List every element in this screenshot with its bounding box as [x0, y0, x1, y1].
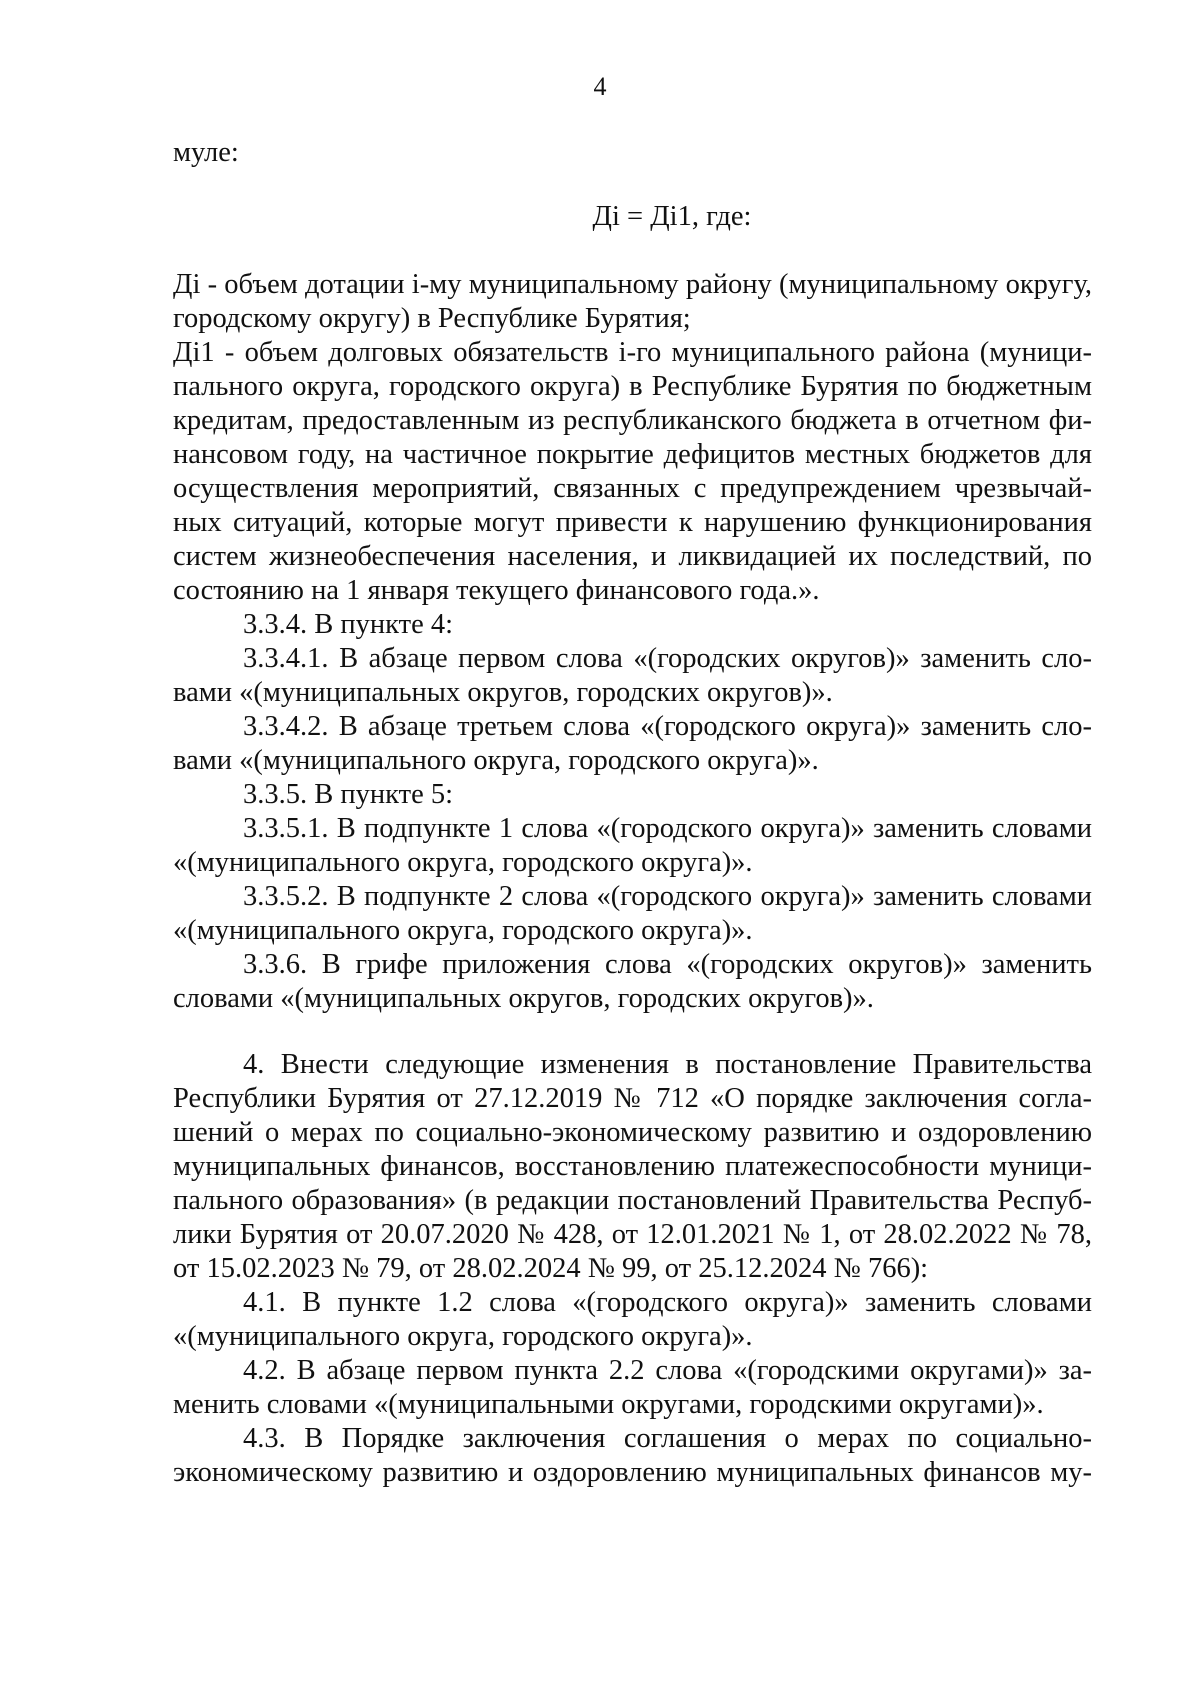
text-line: 3.3.4. В пункте 4: — [243, 609, 454, 640]
text-line: ных ситуаций, которые могут привести к нарушению функционирования — [173, 507, 1092, 538]
text-line: состоянию на 1 января текущего финансового года.». — [173, 575, 820, 606]
text-line: осуществления мероприятий, связанных с предупреждением чрезвычай- — [173, 473, 1092, 504]
text-line: «(муниципального округа, городского округа)». — [173, 1321, 753, 1352]
text-line: 3.3.4.2. В абзаце третьем слова «(городского округа)» заменить сло- — [243, 711, 1092, 742]
text-line: «(муниципального округа, городского округа)». — [173, 847, 753, 878]
text-line: нансовом году, на частичное покрытие дефицитов местных бюджетов для — [173, 439, 1092, 470]
text-line: пального округа, городского округа) в Республике Бурятия по бюджетным — [173, 371, 1092, 402]
formula: Дi = Дi1, где: — [592, 201, 752, 232]
text-line: пального образования» (в редакции постановлений Правительства Респуб- — [173, 1185, 1092, 1216]
text-line: муниципальных финансов, восстановлению платежеспособности муници- — [173, 1151, 1092, 1182]
text-line: систем жизнеобеспечения населения, и ликвидацией их последствий, по — [173, 541, 1092, 572]
text-line: Республики Бурятия от 27.12.2019 № 712 «О порядке заключения согла- — [173, 1083, 1092, 1114]
text-line: Дi - объем дотации i-му муниципальному району (муниципальному округу, — [173, 269, 1092, 300]
text-line: 3.3.5.1. В подпункте 1 слова «(городского округа)» заменить словами — [243, 813, 1092, 844]
text-line: городскому округу) в Республике Бурятия; — [173, 303, 691, 334]
text-line: лики Бурятия от 20.07.2020 № 428, от 12.01.2021 № 1, от 28.02.2022 № 78, — [173, 1219, 1092, 1250]
text-line: 4.2. В абзаце первом пункта 2.2 слова «(городскими округами)» за- — [243, 1355, 1092, 1386]
text-line: 3.3.5.2. В подпункте 2 слова «(городского округа)» заменить словами — [243, 881, 1092, 912]
text-line: менить словами «(муниципальными округами, городскими округами)». — [173, 1389, 1044, 1420]
text-line: Дi1 - объем долговых обязательств i-го муниципального района (муници- — [173, 337, 1092, 368]
text-line: «(муниципального округа, городского округа)». — [173, 915, 753, 946]
text-line: от 15.02.2023 № 79, от 28.02.2024 № 99, от 25.12.2024 № 766): — [173, 1253, 929, 1284]
text-line: шений о мерах по социально-экономическому развитию и оздоровлению — [173, 1117, 1092, 1148]
text-line: кредитам, предоставленным из республиканского бюджета в отчетном фи- — [173, 405, 1092, 436]
text-line: 4. Внести следующие изменения в постановление Правительства — [243, 1049, 1092, 1080]
text-line: словами «(муниципальных округов, городских округов)». — [173, 983, 874, 1014]
text-line: муле: — [173, 137, 239, 168]
text-line: 4.3. В Порядке заключения соглашения о мерах по социально- — [243, 1423, 1092, 1454]
page-number: 4 — [593, 72, 607, 101]
text-line: экономическому развитию и оздоровлению муниципальных финансов му- — [173, 1457, 1092, 1488]
text-line: вами «(муниципальных округов, городских округов)». — [173, 677, 833, 708]
text-line: 3.3.6. В грифе приложения слова «(городских округов)» заменить — [243, 949, 1092, 980]
text-line: 3.3.4.1. В абзаце первом слова «(городских округов)» заменить сло- — [243, 643, 1092, 674]
text-line: вами «(муниципального округа, городского округа)». — [173, 745, 819, 776]
text-line: 4.1. В пункте 1.2 слова «(городского округа)» заменить словами — [243, 1287, 1092, 1318]
text-line: 3.3.5. В пункте 5: — [243, 779, 454, 810]
